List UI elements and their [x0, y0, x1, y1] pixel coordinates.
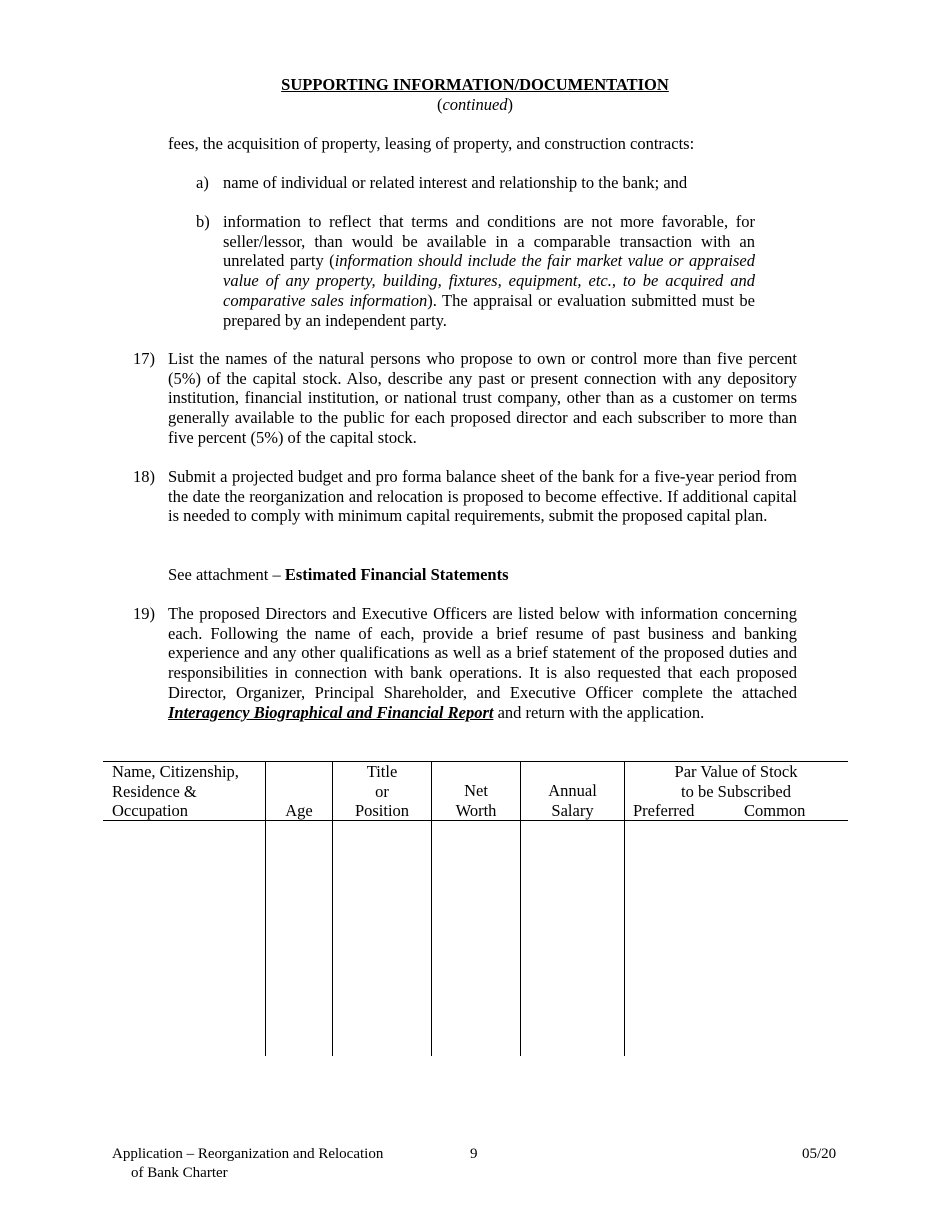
page-title: SUPPORTING INFORMATION/DOCUMENTATION	[281, 75, 669, 94]
page-number: 9	[470, 1146, 478, 1162]
table-col-divider	[624, 761, 625, 1056]
subitem-a-text: name of individual or related interest and relationship to the bank; and	[223, 173, 688, 192]
col-header-name: Name, Citizenship, Residence & Occupation	[112, 762, 239, 820]
biographical-report-link[interactable]: Interagency Biographical and Financial Report	[168, 702, 494, 722]
subitem-b-text: information to reflect that terms and conditions are not more favorable, for seller/lessor, than would be available in a comparable transaction with an unrelated party (information should include the fair market value or appraised value of any property, building, fixtures, equipment, etc., to be acquired and comparative sales information). The appraisal or evaluation submitted must be prepared by an independent party.	[223, 212, 755, 330]
col-header-age: Age	[285, 801, 313, 820]
item-18-number: 18)	[133, 467, 155, 486]
col-header-par-value: Par Value of Stock to be Subscribed	[674, 762, 798, 801]
footer-application-title: Application – Reorganization and Relocation of Bank Charter	[112, 1146, 384, 1181]
col-header-preferred: Preferred	[633, 801, 695, 820]
col-header-annual-salary: Annual Salary	[548, 781, 597, 820]
subitem-b-letter: b)	[196, 212, 210, 231]
attachment-note: See attachment – Estimated Financial Statements	[168, 565, 509, 584]
intro-text: fees, the acquisition of property, leasing of property, and construction contracts:	[168, 134, 695, 153]
item-19-text: The proposed Directors and Executive Officers are listed below with information concerning each. Following the name of each, provide a brief resume of past business and banking experience and any other qualifications as well as a brief statement of the proposed duties and responsibilities in connection with bank operations. It is also requested that each proposed Director, Organizer, Principal Shareholder, and Executive Officer complete the attached Interagency Biographical and Financial Report and return with the application.	[168, 604, 797, 722]
continued-label: (continued)	[436, 95, 514, 114]
subitem-a-letter: a)	[196, 173, 209, 192]
col-header-net-worth: Net Worth	[455, 781, 497, 820]
footer-date: 05/20	[802, 1146, 837, 1162]
item-19-number: 19)	[133, 604, 155, 623]
item-17-number: 17)	[133, 349, 155, 368]
col-header-common: Common	[744, 801, 806, 820]
item-18-text: Submit a projected budget and pro forma balance sheet of the bank for a five-year period from the date the reorganization and relocation is proposed to become effective. If additional capital is needed to comply with minimum capital requirements, submit the proposed capital plan.	[168, 467, 797, 526]
col-header-title: Title or Position	[354, 762, 410, 820]
item-17-text: List the names of the natural persons who propose to own or control more than five percent (5%) of the capital stock. Also, describe any past or present connection with any depository institution, financial institution, or national trust company, other than as a customer on terms generally available to the public for each proposed director and each subscriber to more than five percent (5%) of the capital stock.	[168, 349, 797, 447]
attachment-title: Estimated Financial Statements	[284, 565, 509, 584]
